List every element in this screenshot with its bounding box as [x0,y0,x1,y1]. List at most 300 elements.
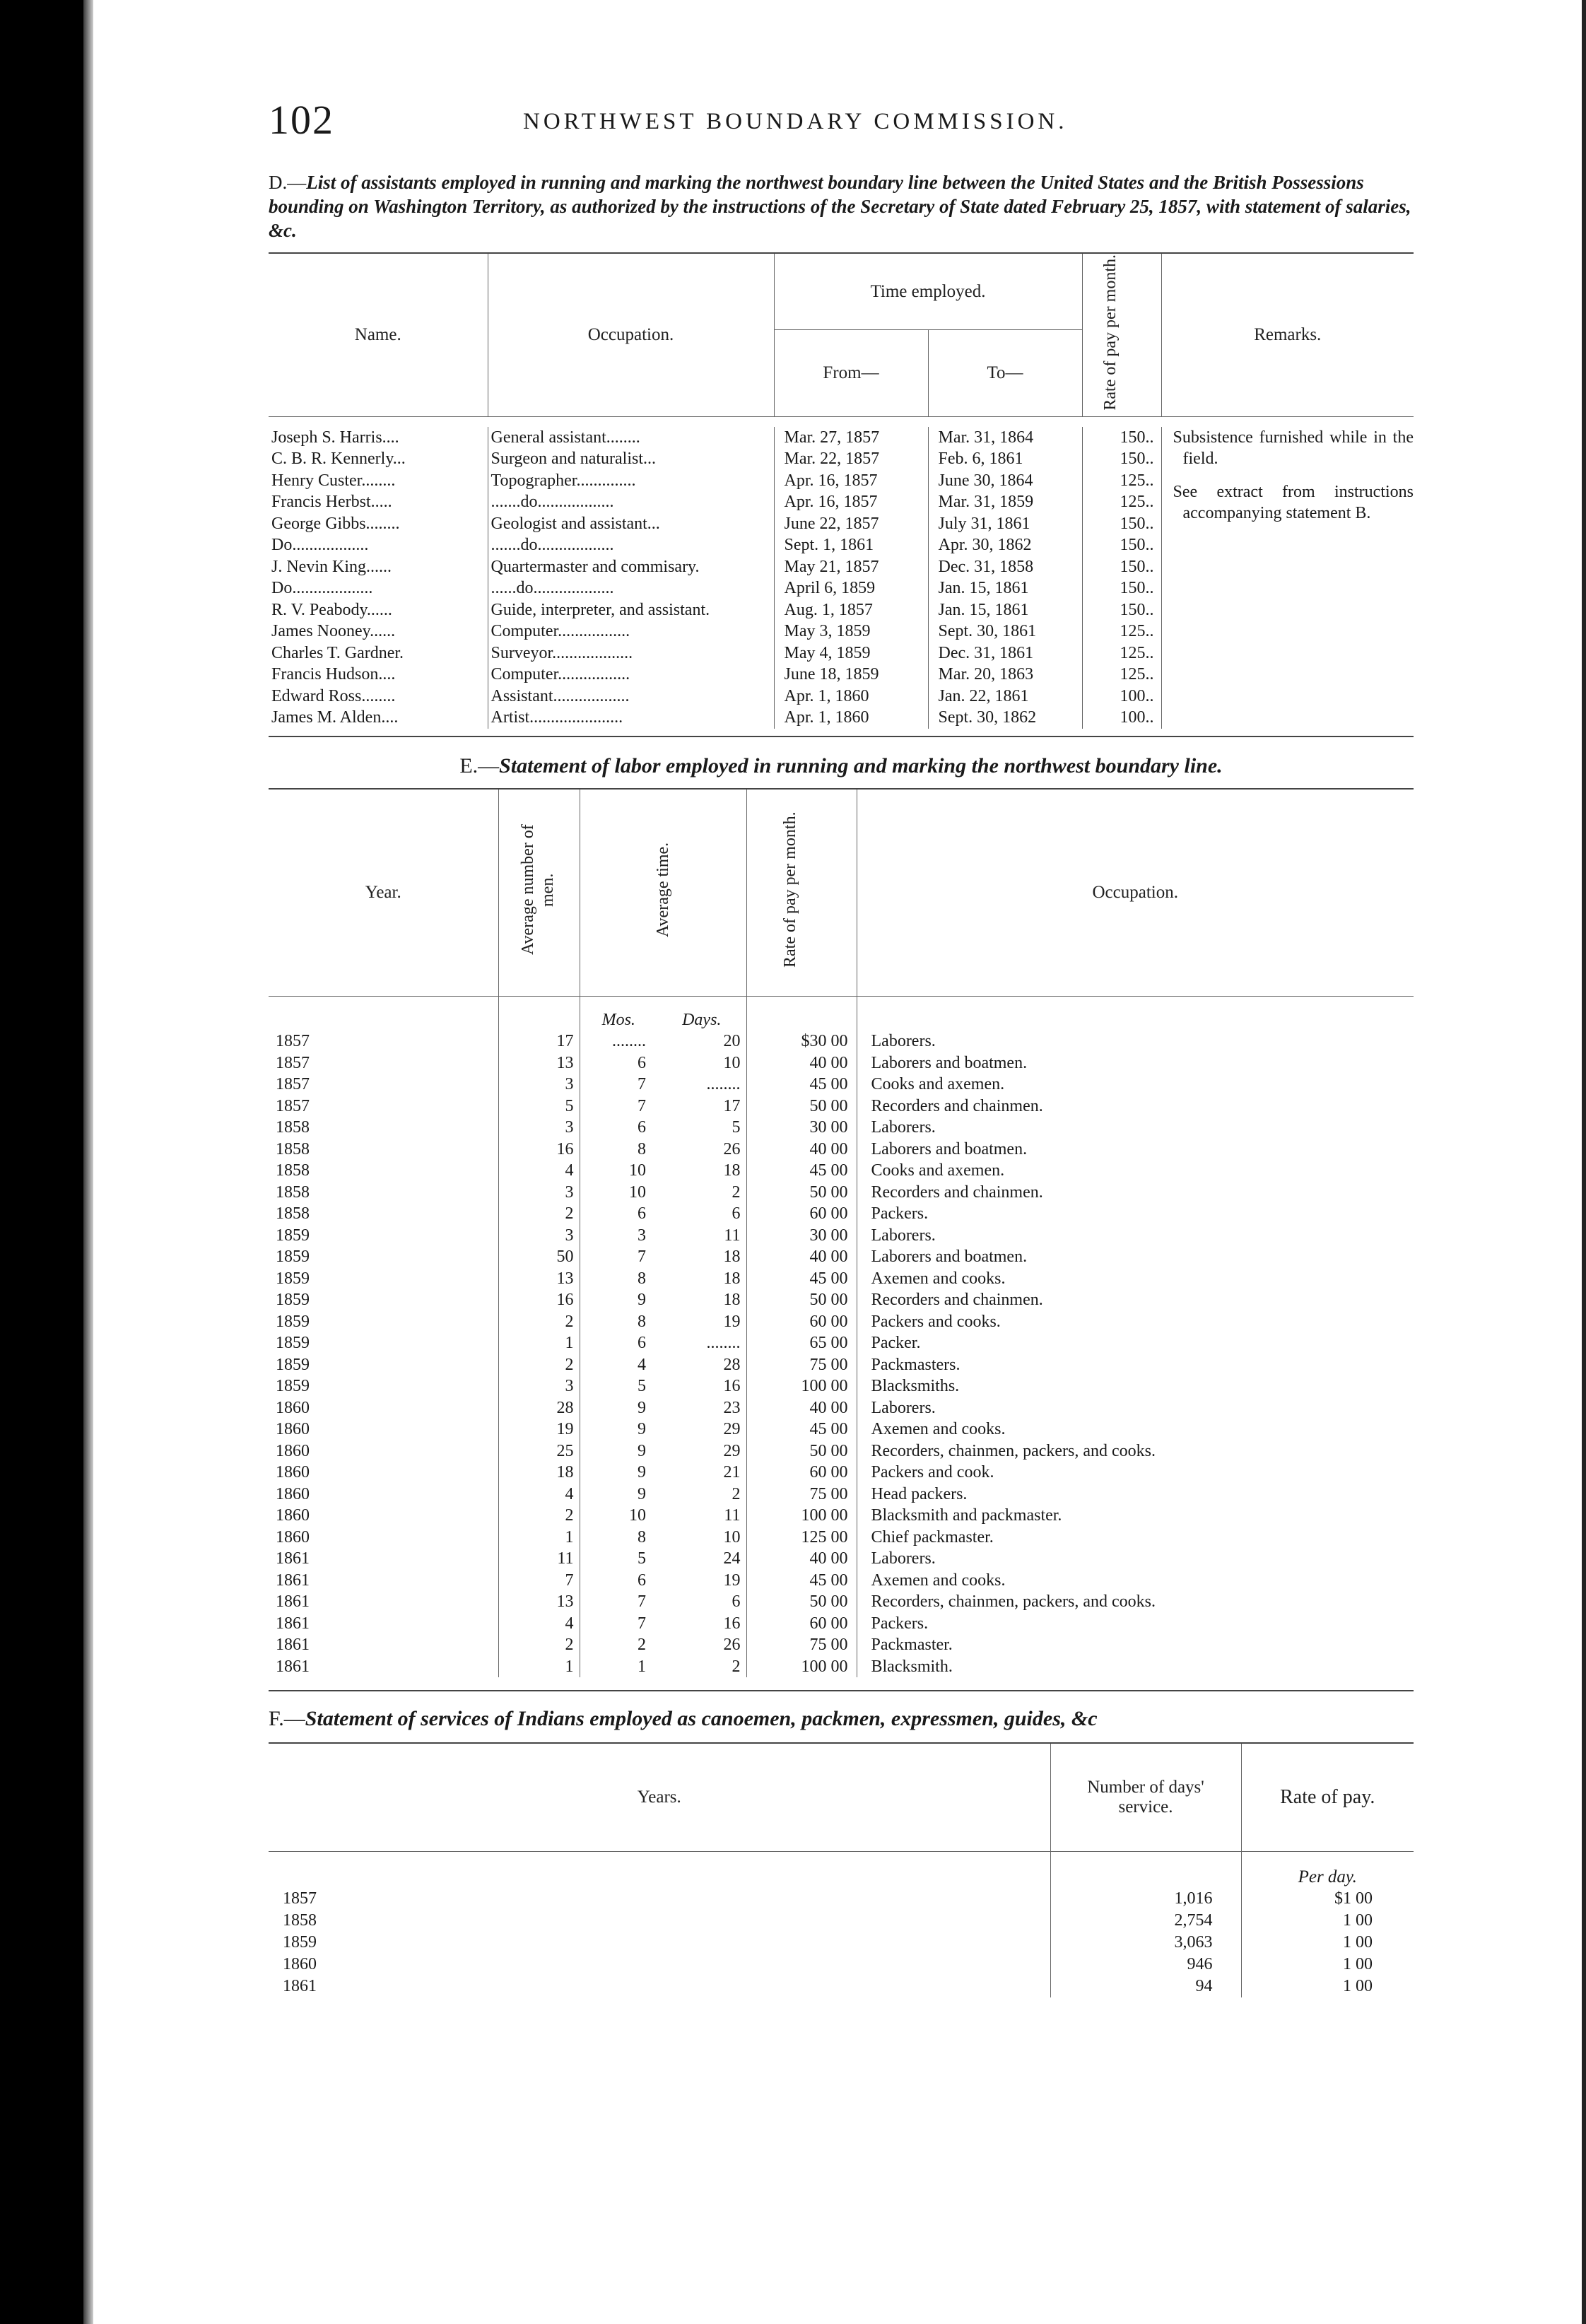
labor-days: 2 [663,1182,746,1204]
labor-occupation: Blacksmith and packmaster. [871,1506,1062,1525]
table-row [269,1074,1414,1096]
header-days-service: Number of days' service. [1050,1743,1241,1852]
pay-rate: 150.. [1082,513,1161,535]
staff-occupation: Artist...................... [488,707,774,729]
labor-men: 17 [498,1031,580,1052]
staff-occupation: Quartermaster and commisary. [488,556,774,578]
header-time-employed: Time employed. [774,253,1082,330]
labor-year: 1861 [269,1634,498,1656]
pay-rate: 125.. [1082,664,1161,686]
table-row [269,1954,1414,1976]
labor-year: 1860 [269,1527,498,1549]
pay-rate: 150.. [1082,427,1161,449]
table-e-bottom-rule [269,1690,1414,1691]
date-to: Jan. 15, 1861 [928,577,1082,599]
labor-months: 7 [638,1592,646,1612]
header-rate-text: Rate of pay per month. [1101,254,1120,411]
labor-year: 1860 [269,1397,498,1419]
header-men-text: Average number of men. [518,824,557,956]
service-rate: 1 00 [1343,1977,1373,1996]
labor-year: 1859 [269,1311,498,1333]
labor-men: 2 [498,1311,580,1333]
labor-months: 9 [638,1441,646,1460]
labor-rate: 50 00 [746,1182,857,1204]
labor-occupation: Laborers. [871,1118,936,1137]
table-row [269,1182,1414,1204]
header-per-day: Per day. [1298,1867,1357,1887]
labor-occupation: Packers and cooks. [871,1312,1001,1331]
labor-months: 6 [638,1053,646,1072]
labor-men: 3 [498,1074,580,1096]
service-rate: 1 00 [1343,1911,1373,1930]
page-number: 102 [269,97,334,143]
labor-months: 8 [638,1312,646,1331]
labor-men: 3 [498,1375,580,1397]
labor-occupation: Laborers. [871,1549,936,1568]
pay-rate: 125.. [1082,470,1161,492]
labor-year: 1859 [269,1289,498,1311]
labor-men: 13 [498,1052,580,1074]
labor-days: 2 [663,1656,746,1678]
service-year: 1859 [269,1932,1050,1954]
labor-rate: 125 00 [746,1527,857,1549]
staff-occupation: ......do................... [488,577,774,599]
header-remarks: Remarks. [1254,324,1322,344]
labor-occupation: Recorders, chainmen, packers, and cooks. [871,1592,1156,1612]
labor-days: 16 [663,1375,746,1397]
labor-year: 1858 [269,1139,498,1161]
date-to: June 30, 1864 [928,470,1082,492]
pay-rate: 125.. [1082,491,1161,513]
labor-months: 4 [638,1355,646,1374]
labor-occupation: Axemen and cooks. [871,1269,1006,1288]
header-rate-e [746,789,857,997]
date-to: Feb. 6, 1861 [928,448,1082,470]
labor-year: 1857 [269,1052,498,1074]
labor-men: 2 [498,1634,580,1656]
labor-year: 1857 [269,1074,498,1096]
labor-occupation: Recorders, chainmen, packers, and cooks. [871,1441,1156,1460]
labor-months: 8 [638,1269,646,1288]
labor-months: 8 [638,1527,646,1547]
labor-days: ........ [663,1332,746,1354]
labor-rate: 50 00 [746,1591,857,1613]
date-to: July 31, 1861 [928,513,1082,535]
labor-occupation: Axemen and cooks. [871,1420,1006,1439]
table-row [269,1311,1414,1333]
labor-men: 13 [498,1268,580,1290]
remarks-cell [1161,427,1414,729]
service-rate: 1 00 [1343,1955,1373,1974]
staff-occupation: General assistant........ [488,427,774,449]
labor-days: 20 [663,1031,746,1052]
table-row [269,1527,1414,1549]
staff-occupation: Computer................. [488,664,774,686]
service-year: 1857 [269,1888,1050,1910]
labor-occupation: Laborers and boatmen. [871,1053,1028,1072]
table-row [269,1505,1414,1527]
staff-occupation: .......do.................. [488,534,774,556]
table-row [269,1591,1414,1613]
labor-occupation: Laborers. [871,1226,936,1245]
table-row [269,1031,1414,1052]
labor-days: 11 [663,1505,746,1527]
labor-occupation: Axemen and cooks. [871,1571,1006,1590]
table-row [269,1634,1414,1656]
labor-months: 6 [638,1118,646,1137]
service-days: 94 [1050,1976,1241,1997]
pay-rate: 150.. [1082,534,1161,556]
scan-left-margin [0,0,83,2324]
labor-year: 1861 [269,1548,498,1570]
section-e-title-text: Statement of labor employed in running and marking the northwest boundary line. [499,753,1223,777]
labor-men: 2 [498,1203,580,1225]
labor-rate: 100 00 [746,1375,857,1397]
labor-men: 28 [498,1397,580,1419]
header-name: Name. [269,253,488,416]
labor-days: 18 [663,1268,746,1290]
table-e [269,788,1414,1678]
labor-rate: 75 00 [746,1634,857,1656]
section-d-title [269,170,1414,242]
labor-men: 50 [498,1246,580,1268]
date-from: Apr. 1, 1860 [774,707,928,729]
header-to: To— [928,330,1082,416]
labor-occupation: Recorders and chainmen. [871,1096,1043,1115]
service-year: 1858 [269,1910,1050,1932]
labor-occupation: Chief packmaster. [871,1527,994,1547]
header-rate-pay: Rate of pay. [1280,1786,1375,1809]
labor-men: 3 [498,1117,580,1139]
section-e-title [269,754,1414,778]
header-time [580,789,746,997]
date-from: Sept. 1, 1861 [774,534,928,556]
date-from: April 6, 1859 [774,577,928,599]
table-d-bottom-rule [269,736,1414,737]
labor-year: 1859 [269,1268,498,1290]
table-row [269,1932,1414,1954]
labor-months: 10 [629,1182,646,1202]
labor-months: 2 [638,1636,646,1655]
labor-men: 7 [498,1570,580,1592]
labor-men: 5 [498,1096,580,1117]
labor-year: 1861 [269,1591,498,1613]
section-e-label: E.— [459,753,500,777]
labor-occupation: Laborers. [871,1398,936,1417]
date-from: May 21, 1857 [774,556,928,578]
labor-occupation: Laborers and boatmen. [871,1248,1028,1267]
labor-months: 6 [638,1334,646,1353]
table-row [269,1268,1414,1290]
labor-days: ........ [663,1074,746,1096]
labor-year: 1859 [269,1332,498,1354]
labor-rate: 50 00 [746,1096,857,1117]
labor-year: 1860 [269,1505,498,1527]
table-row [269,427,1414,449]
labor-year: 1857 [269,1096,498,1117]
labor-men: 1 [498,1332,580,1354]
labor-rate: 45 00 [746,1268,857,1290]
table-row [269,1225,1414,1247]
labor-days: 2 [663,1484,746,1506]
date-to: Mar. 31, 1864 [928,427,1082,449]
service-days: 946 [1050,1954,1241,1976]
labor-rate: 100 00 [746,1656,857,1678]
staff-name: Francis Herbst..... [269,491,488,513]
header-men [498,789,580,997]
header-days: Days. [663,996,746,1031]
labor-rate: 40 00 [746,1052,857,1074]
labor-men: 25 [498,1440,580,1462]
section-d-title-text: List of assistants employed in running and marking the northwest boundary line between the United States and the British Possessions bounding on Washington Territory, as authorized by the instructions of the Secretary of State dated February 25, 1857, with statement of salaries, &c. [269,172,1411,241]
table-f [269,1742,1414,1997]
table-row [269,1203,1414,1225]
service-days: 2,754 [1050,1910,1241,1932]
header-occupation: Occupation. [488,253,774,416]
labor-occupation: Cooks and axemen. [871,1075,1005,1094]
labor-days: 5 [663,1117,746,1139]
labor-year: 1860 [269,1440,498,1462]
section-f-title [269,1707,1414,1731]
labor-days: 26 [663,1139,746,1161]
labor-days: 16 [663,1613,746,1635]
date-from: Apr. 16, 1857 [774,470,928,492]
labor-occupation: Packmasters. [871,1355,961,1374]
labor-men: 1 [498,1527,580,1549]
table-row [269,1332,1414,1354]
labor-men: 19 [498,1419,580,1440]
labor-occupation: Packmaster. [871,1636,953,1655]
table-row [269,1139,1414,1161]
labor-men: 3 [498,1182,580,1204]
staff-occupation: Surveyor................... [488,642,774,664]
labor-days: 21 [663,1462,746,1484]
labor-occupation: Packers and cook. [871,1463,994,1482]
pay-rate: 150.. [1082,448,1161,470]
date-to: Jan. 15, 1861 [928,599,1082,621]
labor-days: 26 [663,1634,746,1656]
date-from: Apr. 1, 1860 [774,686,928,708]
labor-rate: $30 00 [746,1031,857,1052]
header-rate-e-text: Rate of pay per month. [781,811,799,968]
staff-occupation: Computer................. [488,621,774,642]
labor-months: 7 [638,1614,646,1633]
labor-men: 2 [498,1354,580,1376]
date-to: Jan. 22, 1861 [928,686,1082,708]
staff-name: J. Nevin King...... [269,556,488,578]
labor-months: 9 [638,1463,646,1482]
labor-rate: 65 00 [746,1332,857,1354]
labor-occupation: Blacksmith. [871,1657,953,1676]
staff-occupation: .......do.................. [488,491,774,513]
date-from: May 4, 1859 [774,642,928,664]
labor-days: 6 [663,1591,746,1613]
labor-rate: 60 00 [746,1613,857,1635]
table-row [269,1096,1414,1117]
labor-occupation: Cooks and axemen. [871,1161,1005,1180]
table-d [269,252,1414,729]
staff-name: R. V. Peabody...... [269,599,488,621]
labor-rate: 60 00 [746,1203,857,1225]
pay-rate: 125.. [1082,642,1161,664]
labor-men: 2 [498,1505,580,1527]
date-to: Mar. 20, 1863 [928,664,1082,686]
labor-days: 29 [663,1440,746,1462]
staff-name: James M. Alden.... [269,707,488,729]
table-row [269,1160,1414,1182]
labor-months: 9 [638,1420,646,1439]
labor-rate: 75 00 [746,1484,857,1506]
labor-days: 18 [663,1246,746,1268]
staff-name: Do................... [269,577,488,599]
labor-days: 10 [663,1527,746,1549]
labor-year: 1858 [269,1182,498,1204]
date-to: Dec. 31, 1861 [928,642,1082,664]
labor-days: 19 [663,1311,746,1333]
labor-days: 28 [663,1354,746,1376]
labor-men: 18 [498,1462,580,1484]
service-days: 1,016 [1050,1888,1241,1910]
table-row [269,1246,1414,1268]
table-row [269,1419,1414,1440]
labor-occupation: Laborers. [871,1032,936,1051]
labor-months: ........ [612,1032,646,1051]
staff-name: James Nooney...... [269,621,488,642]
labor-occupation: Recorders and chainmen. [871,1291,1043,1310]
date-to: Sept. 30, 1862 [928,707,1082,729]
scan-page-edge [83,0,93,2324]
labor-days: 6 [663,1203,746,1225]
section-d-label: D.— [269,172,307,193]
labor-rate: 45 00 [746,1160,857,1182]
labor-year: 1858 [269,1203,498,1225]
labor-months: 5 [638,1549,646,1568]
labor-year: 1859 [269,1225,498,1247]
table-row [269,1289,1414,1311]
staff-name: George Gibbs........ [269,513,488,535]
labor-months: 6 [638,1571,646,1590]
table-row [269,1397,1414,1419]
labor-rate: 30 00 [746,1117,857,1139]
labor-rate: 40 00 [746,1139,857,1161]
table-row [269,1052,1414,1074]
remark-text: Subsistence furnished while in the field. [1173,428,1414,469]
labor-days: 10 [663,1052,746,1074]
labor-year: 1859 [269,1375,498,1397]
scan-right-edge [1582,0,1586,2324]
labor-year: 1858 [269,1160,498,1182]
date-from: May 3, 1859 [774,621,928,642]
pay-rate: 125.. [1082,621,1161,642]
table-row [269,1375,1414,1397]
header-occupation-e: Occupation. [1092,882,1178,902]
header-time-text: Average time. [654,843,672,938]
labor-men: 4 [498,1160,580,1182]
date-from: Mar. 27, 1857 [774,427,928,449]
staff-occupation: Assistant.................. [488,686,774,708]
date-to: Dec. 31, 1858 [928,556,1082,578]
labor-rate: 100 00 [746,1505,857,1527]
labor-men: 16 [498,1139,580,1161]
labor-rate: 45 00 [746,1074,857,1096]
labor-men: 4 [498,1613,580,1635]
labor-occupation: Recorders and chainmen. [871,1182,1043,1202]
labor-days: 29 [663,1419,746,1440]
header-rate [1082,253,1161,416]
labor-months: 7 [638,1096,646,1115]
staff-name: C. B. R. Kennerly... [269,448,488,470]
labor-months: 9 [638,1291,646,1310]
running-title: NORTHWEST BOUNDARY COMMISSION. [523,109,1068,134]
labor-men: 11 [498,1548,580,1570]
table-row [269,1656,1414,1678]
pay-rate: 100.. [1082,707,1161,729]
labor-year: 1860 [269,1462,498,1484]
header-mos: Mos. [601,1010,635,1029]
labor-occupation: Blacksmiths. [871,1377,960,1396]
labor-year: 1857 [269,1031,498,1052]
labor-months: 10 [629,1161,646,1180]
header-from: From— [774,330,928,416]
table-row [269,1910,1414,1932]
labor-days: 24 [663,1548,746,1570]
date-from: June 18, 1859 [774,664,928,686]
labor-year: 1859 [269,1246,498,1268]
staff-occupation: Surgeon and naturalist... [488,448,774,470]
service-year: 1860 [269,1954,1050,1976]
labor-months: 8 [638,1139,646,1158]
staff-name: Do.................. [269,534,488,556]
labor-year: 1861 [269,1656,498,1678]
service-rate: $1 00 [1334,1889,1373,1908]
date-from: Aug. 1, 1857 [774,599,928,621]
date-to: Mar. 31, 1859 [928,491,1082,513]
section-f-label: F.— [269,1707,305,1731]
table-row [269,1888,1414,1910]
staff-name: Francis Hudson.... [269,664,488,686]
labor-year: 1861 [269,1613,498,1635]
labor-days: 23 [663,1397,746,1419]
service-year: 1861 [269,1976,1050,1997]
table-row [269,1462,1414,1484]
running-head [269,85,1414,152]
staff-occupation: Geologist and assistant... [488,513,774,535]
date-from: Mar. 22, 1857 [774,448,928,470]
labor-men: 16 [498,1289,580,1311]
labor-months: 5 [638,1377,646,1396]
labor-year: 1860 [269,1419,498,1440]
labor-months: 1 [638,1657,646,1676]
date-from: Apr. 16, 1857 [774,491,928,513]
labor-days: 19 [663,1570,746,1592]
labor-days: 17 [663,1096,746,1117]
labor-year: 1858 [269,1117,498,1139]
staff-occupation: Guide, interpreter, and assistant. [488,599,774,621]
staff-occupation: Topographer.............. [488,470,774,492]
labor-days: 18 [663,1160,746,1182]
labor-occupation: Packer. [871,1334,921,1353]
labor-rate: 30 00 [746,1225,857,1247]
labor-months: 9 [638,1398,646,1417]
date-to: Apr. 30, 1862 [928,534,1082,556]
pay-rate: 150.. [1082,599,1161,621]
labor-men: 4 [498,1484,580,1506]
labor-months: 10 [629,1506,646,1525]
labor-occupation: Laborers and boatmen. [871,1139,1028,1158]
labor-year: 1861 [269,1570,498,1592]
pay-rate: 150.. [1082,577,1161,599]
labor-men: 1 [498,1656,580,1678]
